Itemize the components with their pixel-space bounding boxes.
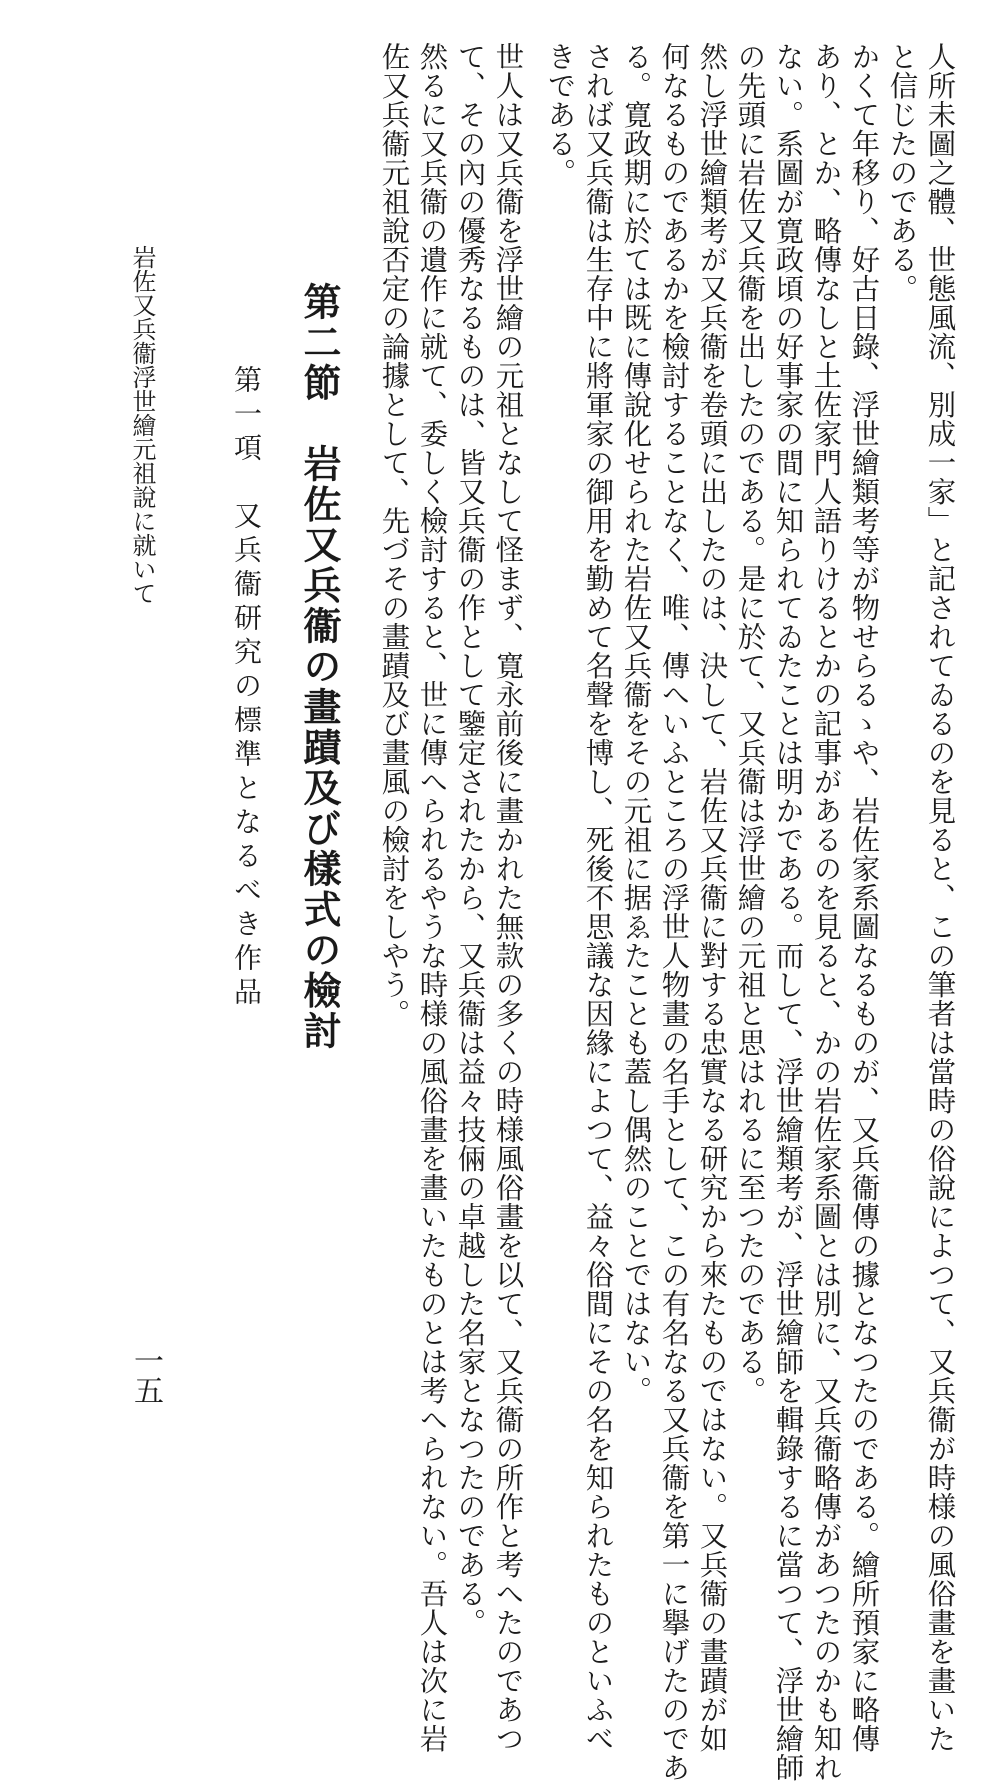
text-line: と信じたのである。 [885, 42, 919, 303]
text-line: て、その內の優秀なるものは、皆又兵衞の作として鑒定されたから、又兵衞は益々技倆の卓越した名家となつたのである。 [453, 42, 487, 1637]
text-line: 佐又兵衞元祖說否定の論據として、先づその畫蹟及び畫風の檢討をしやう。 [377, 42, 411, 1028]
page-number: 一五 [128, 1345, 163, 1405]
text-line: 世人は又兵衞を浮世繪の元祖となして怪まず、寛永前後に畫かれた無款の多くの時様風俗畫を以て、又兵衞の所作と考へたのであつ [491, 42, 525, 1753]
text-line: 然るに又兵衞の遺作に就て、委しく檢討すると、世に傳へられるやうな時様の風俗畫を畫いたものとは考へられない。吾人は次に岩 [415, 42, 449, 1753]
text-line: ない。系圖が寛政頃の好事家の間に知られてゐたことは明かである。而して、浮世繪類考が、浮世繪師を輯錄するに當つて、浮世繪師 [771, 42, 805, 1782]
running-title: 岩佐又兵衞浮世繪元祖說に就いて [128, 245, 156, 605]
text-line: きである。 [543, 42, 577, 187]
text-line: 何なるものであるかを檢討することなく、唯、傳へいふところの浮世人物畫の名手として、この有名なる又兵衞を第一に擧げたのであ [657, 42, 691, 1782]
section-heading: 第二節 岩佐又兵衞の畫蹟及び樣式の檢討 [297, 282, 342, 1052]
text-line: る。寛政期に於ては既に傳說化せられた岩佐又兵衞をその元祖に据ゑたことも蓋し偶然のことではない。 [619, 42, 653, 1405]
text-line: 人所未圖之體、世態風流、別成一家」と記されてゐるのを見ると、この筆者は當時の俗說によつて、又兵衞が時様の風俗畫を畫いた [923, 42, 957, 1753]
subsection-heading: 第一項 又兵衞研究の標準となるべき作品 [230, 365, 263, 1011]
text-line: あり、とか、略傳なしと土佐家門人語りけるとかの記事があるのを見ると、かの岩佐家系圖とは別に、又兵衞略傳があつたのかも知れ [809, 42, 843, 1782]
text-line: 然し浮世繪類考が又兵衞を卷頭に出したのは、決して、岩佐又兵衞に對する忠實なる研究から來たものではない。又兵衞の畫蹟が如 [695, 42, 729, 1753]
text-line: かくて年移り、好古日錄、浮世繪類考等が物せらるゝや、岩佐家系圖なるものが、又兵衞傳の據となつたのである。繪所預家に略傳 [847, 42, 881, 1753]
text-line: されば又兵衞は生存中に將軍家の御用を勤めて名聲を博し、死後不思議な因緣によつて、益々俗間にその名を知られたものといふべ [581, 42, 615, 1753]
text-line: の先頭に岩佐又兵衞を出したのである。是に於て、又兵衞は浮世繪の元祖と思はれるに至つたのである。 [733, 42, 767, 1405]
